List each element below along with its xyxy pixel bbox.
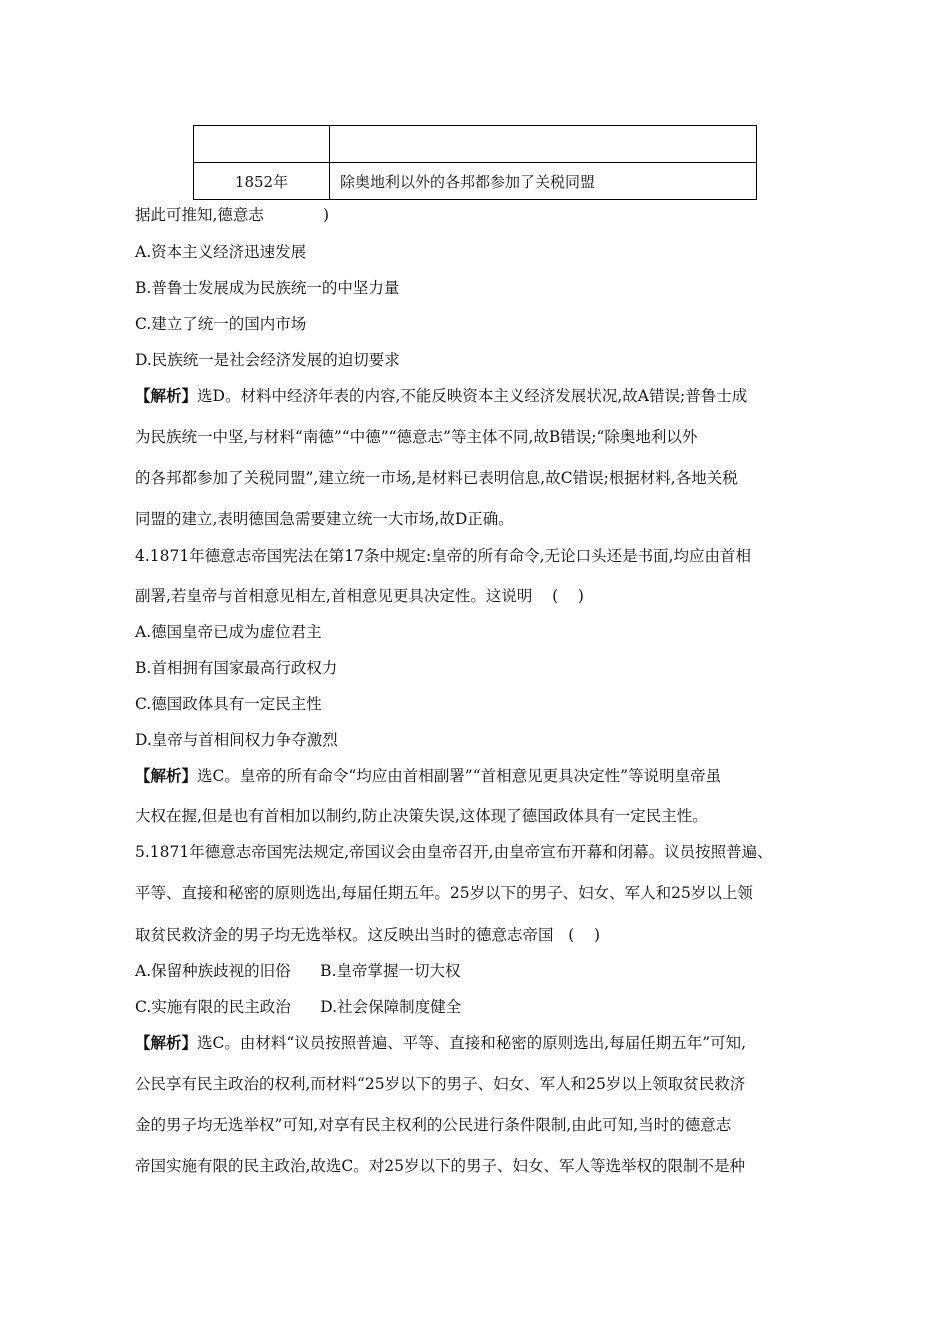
q4-option-d: D.皇帝与首相间权力争夺激烈	[135, 731, 338, 749]
q3-analysis-line: 为民族统一中坚,与材料“南德”“中德”“德意志”等主体不同,故B错误;“除奥地利以外	[135, 428, 698, 446]
q5-analysis-line: 【解析】选C。由材料“议员按照普遍、平等、直接和秘密的原则选出,每届任期五年”可知,	[135, 1033, 747, 1052]
table-row	[194, 126, 757, 163]
q3-stem: 据此可推知,德意志 )	[135, 206, 330, 224]
q5-analysis-line: 帝国实施有限的民主政治,故选C。对25岁以下的男子、妇女、军人等选举权的限制不是种	[135, 1157, 746, 1175]
q5-options-cd: C.实施有限的民主政治 D.社会保障制度健全	[135, 998, 462, 1016]
q5-stem-line: 平等、直接和秘密的原则选出,每届任期五年。25岁以下的男子、妇女、军人和25岁以上领	[135, 884, 753, 902]
q3-analysis-line: 【解析】选D。材料中经济年表的内容,不能反映资本主义经济发展状况,故A错误;普鲁士成	[135, 386, 748, 405]
table-cell-year	[194, 126, 330, 163]
q4-option-b: B.首相拥有国家最高行政权力	[135, 659, 338, 677]
q3-analysis-line: 的各邦都参加了关税同盟”,建立统一市场,是材料已表明信息,故C错误;根据材料,各地关税	[135, 469, 738, 487]
table-cell-year: 1852年	[194, 163, 330, 200]
table-row	[194, 163, 757, 200]
q3-option-a: A.资本主义经济迅速发展	[135, 243, 307, 261]
table-cell-event	[330, 126, 757, 163]
table-cell-event: 除奥地利以外的各邦都参加了关税同盟	[330, 163, 757, 200]
economic-timeline-table	[193, 125, 757, 200]
q5-analysis-line: 公民享有民主政治的权利,而材料“25岁以下的男子、妇女、军人和25岁以上领取贫民救济	[135, 1075, 746, 1093]
q4-option-a: A.德国皇帝已成为虚位君主	[135, 623, 322, 641]
q4-option-c: C.德国政体具有一定民主性	[135, 695, 322, 713]
analysis-tag: 【解析】	[135, 386, 198, 405]
q3-analysis-line: 同盟的建立,表明德国急需要建立统一大市场,故D正确。	[135, 510, 514, 528]
q4-analysis-line: 【解析】选C。皇帝的所有命令“均应由首相副署”“首相意见更具决定性”等说明皇帝虽	[135, 766, 722, 785]
q3-option-d: D.民族统一是社会经济发展的迫切要求	[135, 351, 400, 369]
q4-analysis-line: 大权在握,但是也有首相加以制约,防止决策失误,这体现了德国政体具有一定民主性。	[135, 807, 708, 825]
q4-stem-line: 4.1871年德意志帝国宪法在第17条中规定:皇帝的所有命令,无论口头还是书面,均应由首相	[135, 547, 752, 565]
q5-stem-line: 5.1871年德意志帝国宪法规定,帝国议会由皇帝召开,由皇帝宣布开幕和闭幕。议员按照普遍、	[135, 843, 773, 861]
q5-analysis-line: 金的男子均无选举权”可知,对享有民主权利的公民进行条件限制,由此可知,当时的德意志	[135, 1116, 732, 1134]
q5-stem-line: 取贫民救济金的男子均无选举权。这反映出当时的德意志帝国 ( )	[135, 926, 601, 944]
analysis-tag: 【解析】	[135, 1033, 198, 1052]
q3-option-c: C.建立了统一的国内市场	[135, 315, 307, 333]
q5-options-ab: A.保留种族歧视的旧俗 B.皇帝掌握一切大权	[135, 962, 461, 980]
q4-stem-line: 副署,若皇帝与首相意见相左,首相意见更具决定性。这说明 ( )	[135, 587, 584, 605]
q3-option-b: B.普鲁士发展成为民族统一的中坚力量	[135, 279, 400, 297]
analysis-tag: 【解析】	[135, 766, 198, 785]
